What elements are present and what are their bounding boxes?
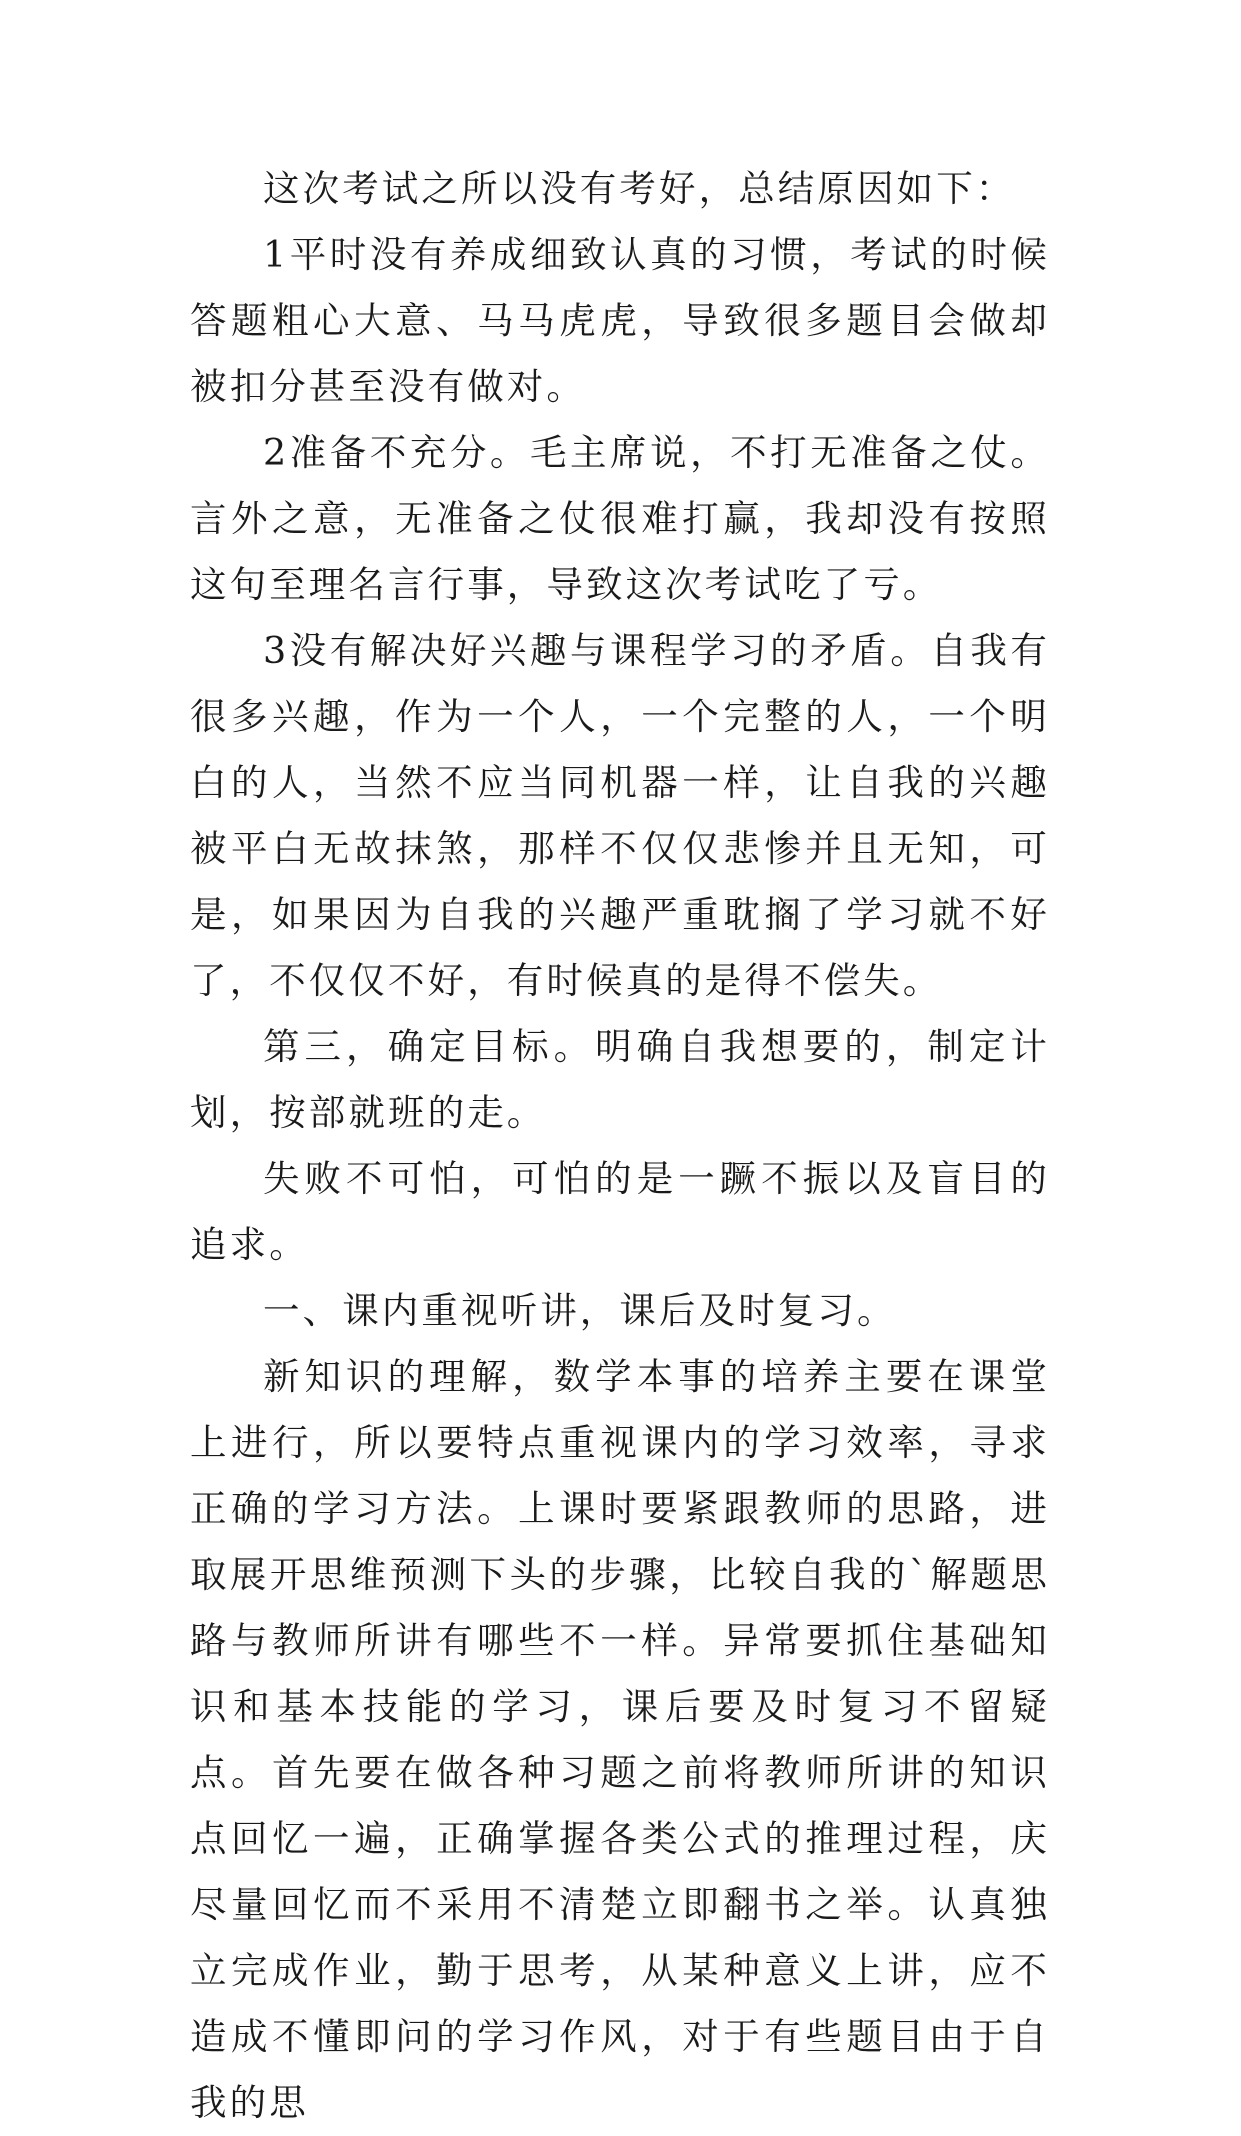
paragraph: 一、课内重视听讲，课后及时复习。	[263, 1289, 897, 1332]
paragraph: 新知识的理解，数学本事的培养主要在课堂上进行，所以要特点重视课内的学习效率，寻求正确的学习方法。上课时要紧跟教师的思路，进取展开思维预测下头的步骤，比较自我的`解题思路与教师所讲有哪些不一样。异常要抓住基础知识和基本技能的学习，课后要及时复习不留疑点。首先要在做各种习题之前将教师所讲的知识点回忆一遍，正确掌握各类公式的推理过程，庆尽量回忆而不采用不清楚立即翻书之举。认真独立完成作业，勤于思考，从某种意义上讲，应不造成不懂即问的学习作风，对于有些题目由于自我的思	[190, 1355, 1050, 2124]
paragraph: 2准备不充分。毛主席说，不打无准备之仗。言外之意，无准备之仗很难打赢，我却没有按照这句至理名言行事，导致这次考试吃了亏。	[190, 431, 1050, 606]
paragraph: 3没有解决好兴趣与课程学习的矛盾。自我有很多兴趣，作为一个人，一个完整的人，一个明白的人，当然不应当同机器一样，让自我的兴趣被平白无故抹煞，那样不仅仅悲惨并且无知，可是，如果因为自我的兴趣严重耽搁了学习就不好了，不仅仅不好，有时候真的是得不偿失。	[190, 629, 1050, 1002]
paragraph: 失败不可怕，可怕的是一蹶不振以及盲目的追求。	[190, 1157, 1050, 1266]
paragraph: 这次考试之所以没有考好，总结原因如下：	[263, 167, 1016, 210]
paragraph: 第三，确定目标。明确自我想要的，制定计划，按部就班的走。	[190, 1025, 1050, 1134]
document-page	[190, 156, 1050, 2136]
paragraph: 1平时没有养成细致认真的习惯，考试的时候答题粗心大意、马马虎虎，导致很多题目会做却被扣分甚至没有做对。	[190, 233, 1050, 408]
